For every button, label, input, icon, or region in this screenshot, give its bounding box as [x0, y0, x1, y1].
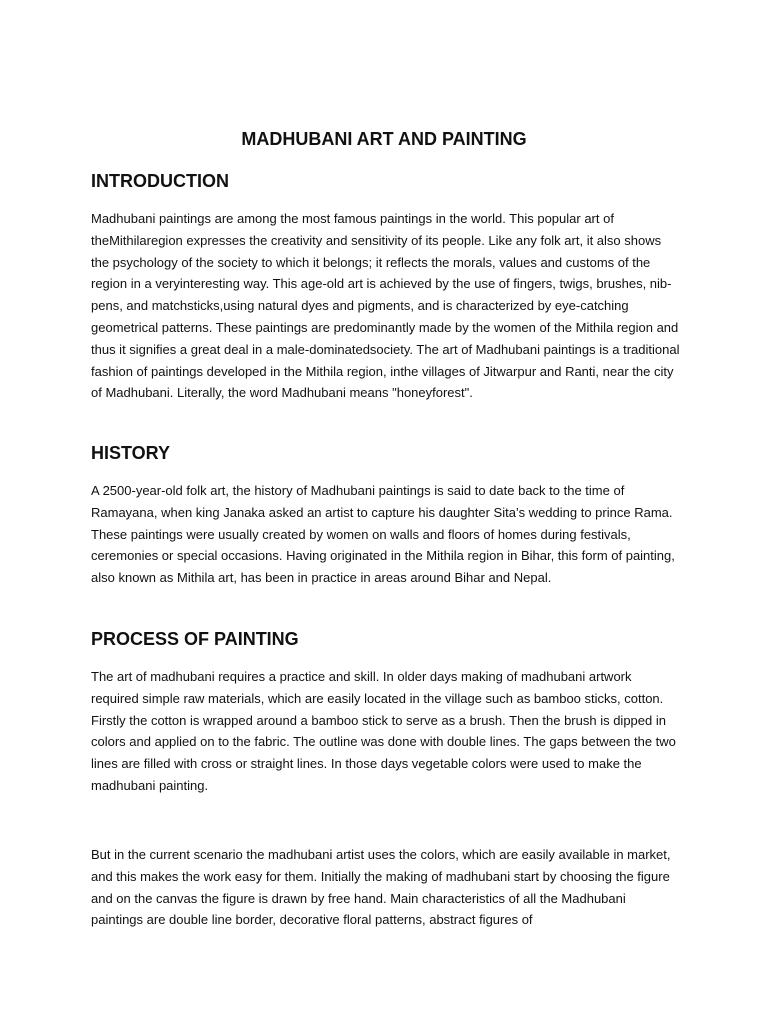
section-heading-process-of-painting: PROCESS OF PAINTING [91, 629, 299, 649]
section-heading-history: HISTORY [91, 443, 171, 463]
process-paragraph-2: But in the current scenario the madhubani artist uses the colors, which are easily available in market, and this makes the work easy for them. Initially the making of madhubani start by choosing the figure and on the canvas the figure is drawn by free hand. Main characteristics of all the Madhubani paintings are double line border, decorative floral patterns, abstract figures of [91, 847, 671, 928]
process-paragraph-1: The art of madhubani requires a practice and skill. In older days making of madhubani artwork required simple raw materials, which are easily located in the village such as bamboo sticks, cotton. Firstly the cotton is wrapped around a bamboo stick to serve as a brush. Then the brush is dipped in colors and applied on to the fabric. The outline was done with double lines. The gaps between the two lines are filled with cross or straight lines. In those days vegetable colors were used to make the madhubani painting. [91, 669, 676, 793]
section-heading-introduction: INTRODUCTION [91, 171, 229, 191]
document-title: MADHUBANI ART AND PAINTING [241, 129, 527, 149]
introduction-paragraph: Madhubani paintings are among the most famous paintings in the world. This popular art of theMithilaregion expresses the creativity and sensitivity of its people. Like any folk art, it also shows the psychology of the society to which it belongs; it reflects the morals, values and customs of the region in a veryinteresting way. This age-old art is achieved by the use of fingers, twigs, brushes, nib-pens, and matchsticks,using natural dyes and pigments, and is characterized by eye-catching geometrical patterns. These paintings are predominantly made by the women of the Mithila region and thus it signifies a great deal in a male-dominatedsociety. The art of Madhubani paintings is a traditional fashion of paintings developed in the Mithila region, inthe villages of Jitwarpur and Ranti, near the city of Madhubani. Literally, the word Madhubani means "honeyforest". [91, 211, 680, 401]
history-paragraph: A 2500-year-old folk art, the history of Madhubani paintings is said to date back to the time of Ramayana, when king Janaka asked an artist to capture his daughter Sita’s wedding to prince Rama. These paintings were usually created by women on walls and floors of homes during festivals, ceremonies or special occasions. Having originated in the Mithila region in Bihar, this form of painting, also known as Mithila art, has been in practice in areas around Bihar and Nepal. [91, 483, 675, 586]
